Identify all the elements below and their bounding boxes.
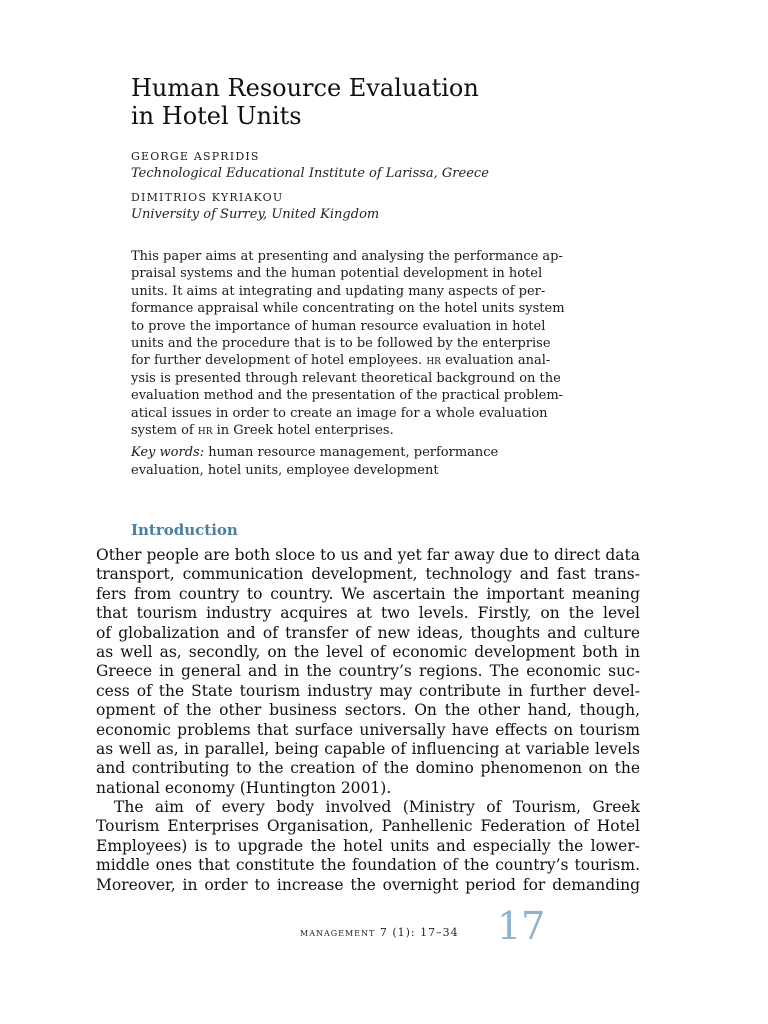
- body-line: that tourism industry acquires at two levels. Firstly, on the level: [96, 604, 640, 623]
- body-line: cess of the State tourism industry may contribute in further devel-: [96, 681, 640, 700]
- abstract-line: evaluation method and the presentation of the practical problem-: [131, 388, 564, 404]
- author-name-2: DIMITRIOS KYRIAKOU: [131, 191, 284, 204]
- title-line-2: in Hotel Units: [131, 102, 302, 130]
- body-line: as well as, in parallel, being capable of influencing at variable levels: [96, 739, 640, 758]
- body-line: national economy (Huntington 2001).: [96, 778, 392, 797]
- journal-citation: management 7 (1): 17–34: [300, 926, 459, 939]
- body-line: middle ones that constitute the foundation of the country’s tourism.: [96, 856, 640, 875]
- keywords: [131, 444, 603, 480]
- author-affiliation-2: University of Surrey, United Kingdom: [131, 207, 380, 222]
- keywords-line: evaluation, hotel units, employee development: [131, 463, 439, 478]
- abstract-line: praisal systems and the human potential development in hotel: [131, 266, 543, 282]
- keywords-text: human resource management, performance: [208, 445, 499, 460]
- body-line: economic problems that surface universally have effects on tourism: [96, 720, 640, 739]
- body-line: transport, communication development, technology and fast trans-: [96, 565, 640, 584]
- abstract-line: formance appraisal while concentrating on the hotel units system: [131, 301, 565, 317]
- abstract: [131, 248, 603, 439]
- body-line: of globalization and of transfer of new ideas, thoughts and culture: [96, 623, 640, 642]
- abstract-line: units and the procedure that is to be followed by the enterprise: [131, 336, 551, 352]
- abstract-text: system of: [131, 423, 194, 439]
- body-line: as well as, secondly, on the level of economic development both in: [96, 642, 640, 661]
- abstract-line: [131, 422, 603, 439]
- abstract-line: ysis is presented through relevant theoretical background on the: [131, 370, 561, 386]
- body-line: Tourism Enterprises Organisation, Panhellenic Federation of Hotel: [96, 817, 640, 836]
- body-line: Moreover, in order to increase the overnight period for demanding: [96, 875, 640, 894]
- abbr-hr: hr: [197, 423, 213, 439]
- abstract-text: evaluation anal-: [445, 353, 551, 369]
- body-text: [96, 546, 640, 895]
- abstract-text: in Greek hotel enterprises.: [216, 423, 394, 439]
- abbr-hr: hr: [426, 353, 441, 369]
- body-line: Greece in general and in the country’s regions. The economic suc-: [96, 662, 640, 681]
- body-line: The aim of every body involved (Ministry of Tourism, Greek: [114, 798, 640, 817]
- body-line: Other people are both sloce to us and yet far away due to direct data: [96, 546, 640, 564]
- abstract-line: atical issues in order to create an image for a whole evaluation: [131, 405, 548, 421]
- abstract-line: units. It aims at integrating and updating many aspects of per-: [131, 283, 546, 299]
- running-footer: [300, 926, 459, 939]
- body-line: opment of the other business sectors. On the other hand, though,: [96, 701, 640, 720]
- keywords-label: Key words:: [131, 445, 205, 460]
- paper-title: [131, 74, 651, 130]
- abstract-line: This paper aims at presenting and analysing the performance ap-: [131, 249, 563, 264]
- body-line: Employees) is to upgrade the hotel units and especially the lower-: [96, 836, 640, 855]
- abstract-line: to prove the importance of human resource evaluation in hotel: [131, 318, 546, 334]
- abstract-text: for further development of hotel employees.: [131, 353, 423, 369]
- abstract-line: [131, 352, 603, 369]
- body-line: fers from country to country. We ascertain the important meaning: [96, 584, 640, 603]
- author-name-1: GEORGE ASPRIDIS: [131, 150, 260, 163]
- title-line-1: Human Resource Evaluation: [131, 74, 479, 102]
- body-line: and contributing to the creation of the domino phenomenon on the: [96, 759, 640, 778]
- keywords-line: [131, 444, 603, 462]
- page-number: 17: [497, 904, 546, 948]
- section-heading: Introduction: [131, 521, 238, 539]
- author-affiliation-1: Technological Educational Institute of Larissa, Greece: [131, 166, 489, 181]
